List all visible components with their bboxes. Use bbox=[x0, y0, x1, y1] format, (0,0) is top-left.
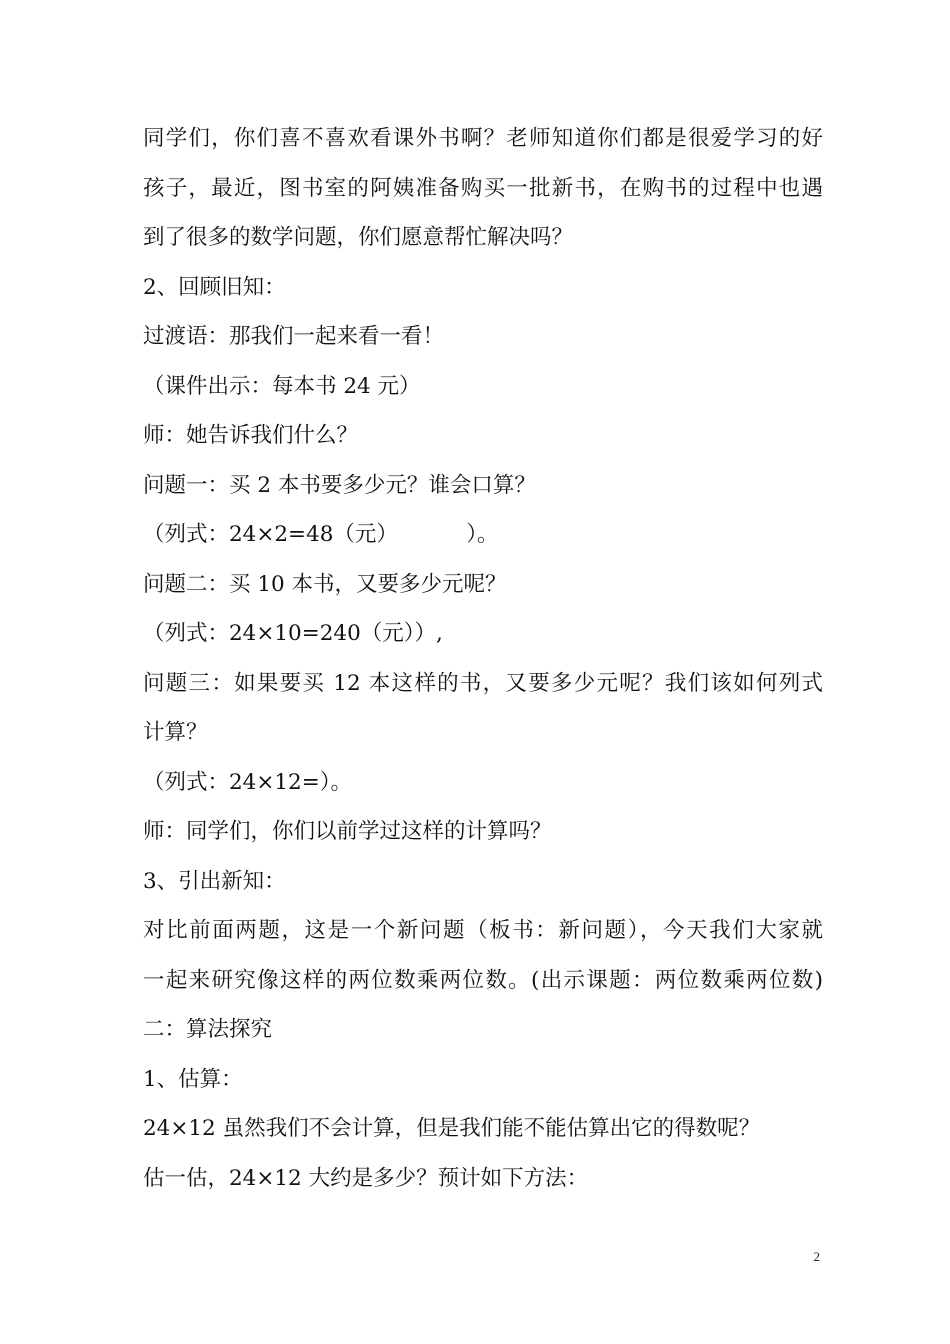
text-line: 到了很多的数学问题，你们愿意帮忙解决吗？ bbox=[143, 225, 574, 250]
text-line: 问题三：如果要买 12 本这样的书，又要多少元呢？我们该如何列式 bbox=[143, 670, 823, 696]
text-line: 估一估，24×12 大约是多少？预计如下方法： bbox=[143, 1165, 589, 1191]
document-body bbox=[143, 114, 823, 1203]
text-line: 师：同学们，你们以前学过这样的计算吗？ bbox=[143, 819, 552, 844]
text-line: 师：她告诉我们什么？ bbox=[143, 423, 359, 448]
text-line: （列式：24×2=48（元） ）。 bbox=[143, 522, 499, 547]
text-line: 问题二：买 10 本书，又要多少元呢？ bbox=[143, 571, 507, 597]
text-line: 计算？ bbox=[143, 720, 208, 745]
page-number: 2 bbox=[813, 1249, 820, 1264]
text-line: 孩子，最近，图书室的阿姨准备购买一批新书，在购书的过程中也遇 bbox=[143, 175, 823, 201]
section-heading: 3、引出新知： bbox=[143, 868, 286, 894]
section-heading: 2、回顾旧知： bbox=[143, 274, 286, 300]
text-line: 问题一：买 2 本书要多少元？谁会口算？ bbox=[143, 472, 536, 498]
text-line: 一起来研究像这样的两位数乘两位数。(出示课题：两位数乘两位数) bbox=[143, 967, 823, 993]
text-line: （列式：24×12=）。 bbox=[143, 769, 352, 795]
text-line: 同学们，你们喜不喜欢看课外书啊？老师知道你们都是很爱学习的好 bbox=[143, 126, 823, 151]
section-heading: 二：算法探究 bbox=[143, 1017, 273, 1042]
text-line: （课件出示：每本书 24 元） bbox=[143, 373, 421, 399]
section-heading: 1、估算： bbox=[143, 1066, 243, 1092]
text-line: （列式：24×10=240（元））, bbox=[143, 621, 443, 646]
text-line: 过渡语：那我们一起来看一看！ bbox=[143, 324, 445, 349]
text-line: 对比前面两题，这是一个新问题（板书：新问题），今天我们大家就 bbox=[143, 918, 823, 943]
text-line: 24×12 虽然我们不会计算，但是我们能不能估算出它的得数呢？ bbox=[143, 1116, 761, 1141]
